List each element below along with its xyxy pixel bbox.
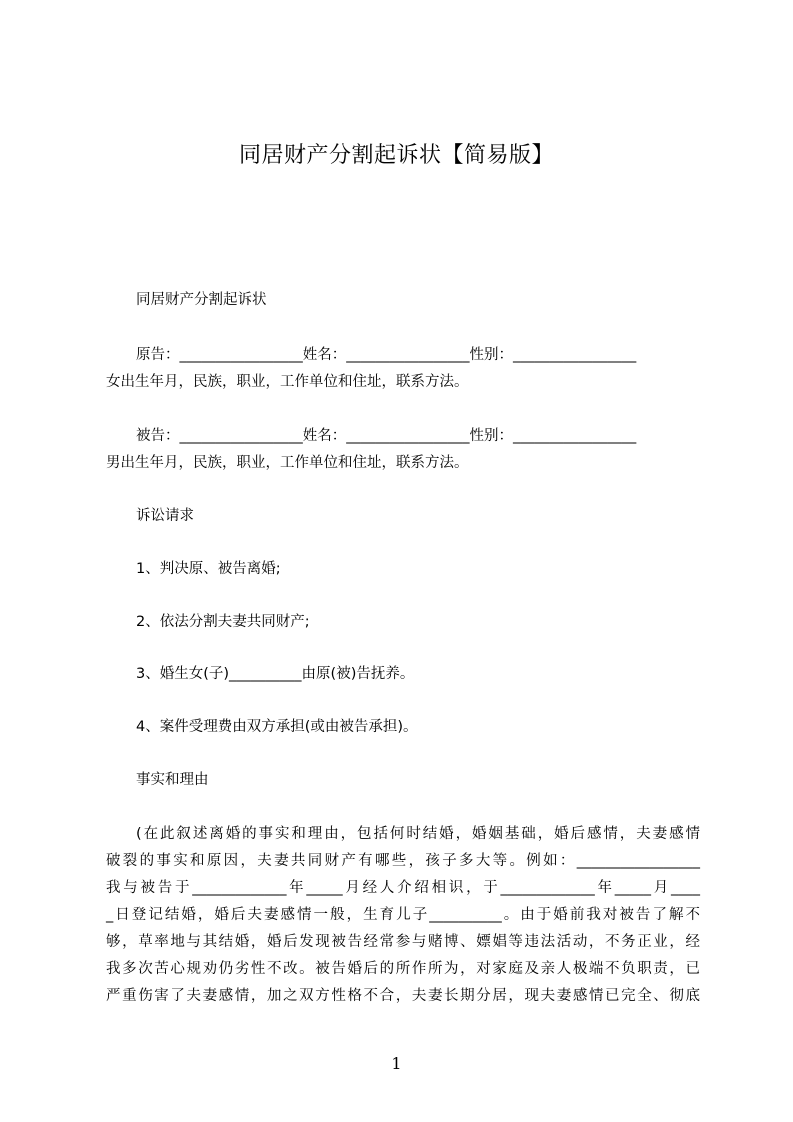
facts-line: 够，草率地与其结婚，婚后发现被告经常参与赌博、嫖娼等违法活动，不务正业，经 [106,934,700,950]
plaintiff-line-1: 原告：_________________姓名：_________________性别：_________________ [136,347,637,363]
claim-item: 4、案件受理费由双方承担(或由被告承担)。 [136,719,418,735]
claims-heading: 诉讼请求 [136,508,194,524]
facts-line: 破裂的事实和原因，夫妻共同财产有哪些，孩子多大等。例如：_________________ [106,853,700,869]
claim-item: 2、依法分割夫妻共同财产; [136,614,310,630]
facts-line: 我多次苦心规劝仍劣性不改。被告婚后的所作所为，对家庭及亲人极端不负职责，已 [106,961,700,977]
facts-line: (在此叙述离婚的事实和理由，包括何时结婚，婚姻基础，婚后感情，夫妻感情 [136,826,700,842]
facts-line: 严重伤害了夫妻感情，加之双方性格不合，夫妻长期分居，现夫妻感情已完全、彻底 [106,988,700,1004]
defendant-line-1: 被告：_________________姓名：_________________性别：_________________ [136,428,637,444]
document-subtitle: 同居财产分割起诉状 [136,292,267,308]
document-title: 同居财产分割起诉状【简易版】 [238,143,554,168]
facts-line: _日登记结婚，婚后夫妻感情一般，生育儿子__________。由于婚前我对被告了解不 [106,907,700,923]
defendant-line-2: 男出生年月，民族，职业，工作单位和住址，联系方法。 [106,455,469,471]
facts-heading: 事实和理由 [136,772,209,788]
facts-line: 我与被告于_____________年_____月经人介绍相识，于_____________年_____月____ [106,880,700,896]
claim-item: 1、判决原、被告离婚; [136,561,281,577]
page-number: 1 [391,1054,402,1073]
claim-item: 3、婚生女(子)__________由原(被)告抚养。 [136,666,415,682]
plaintiff-line-2: 女出生年月，民族，职业，工作单位和住址，联系方法。 [106,374,469,390]
